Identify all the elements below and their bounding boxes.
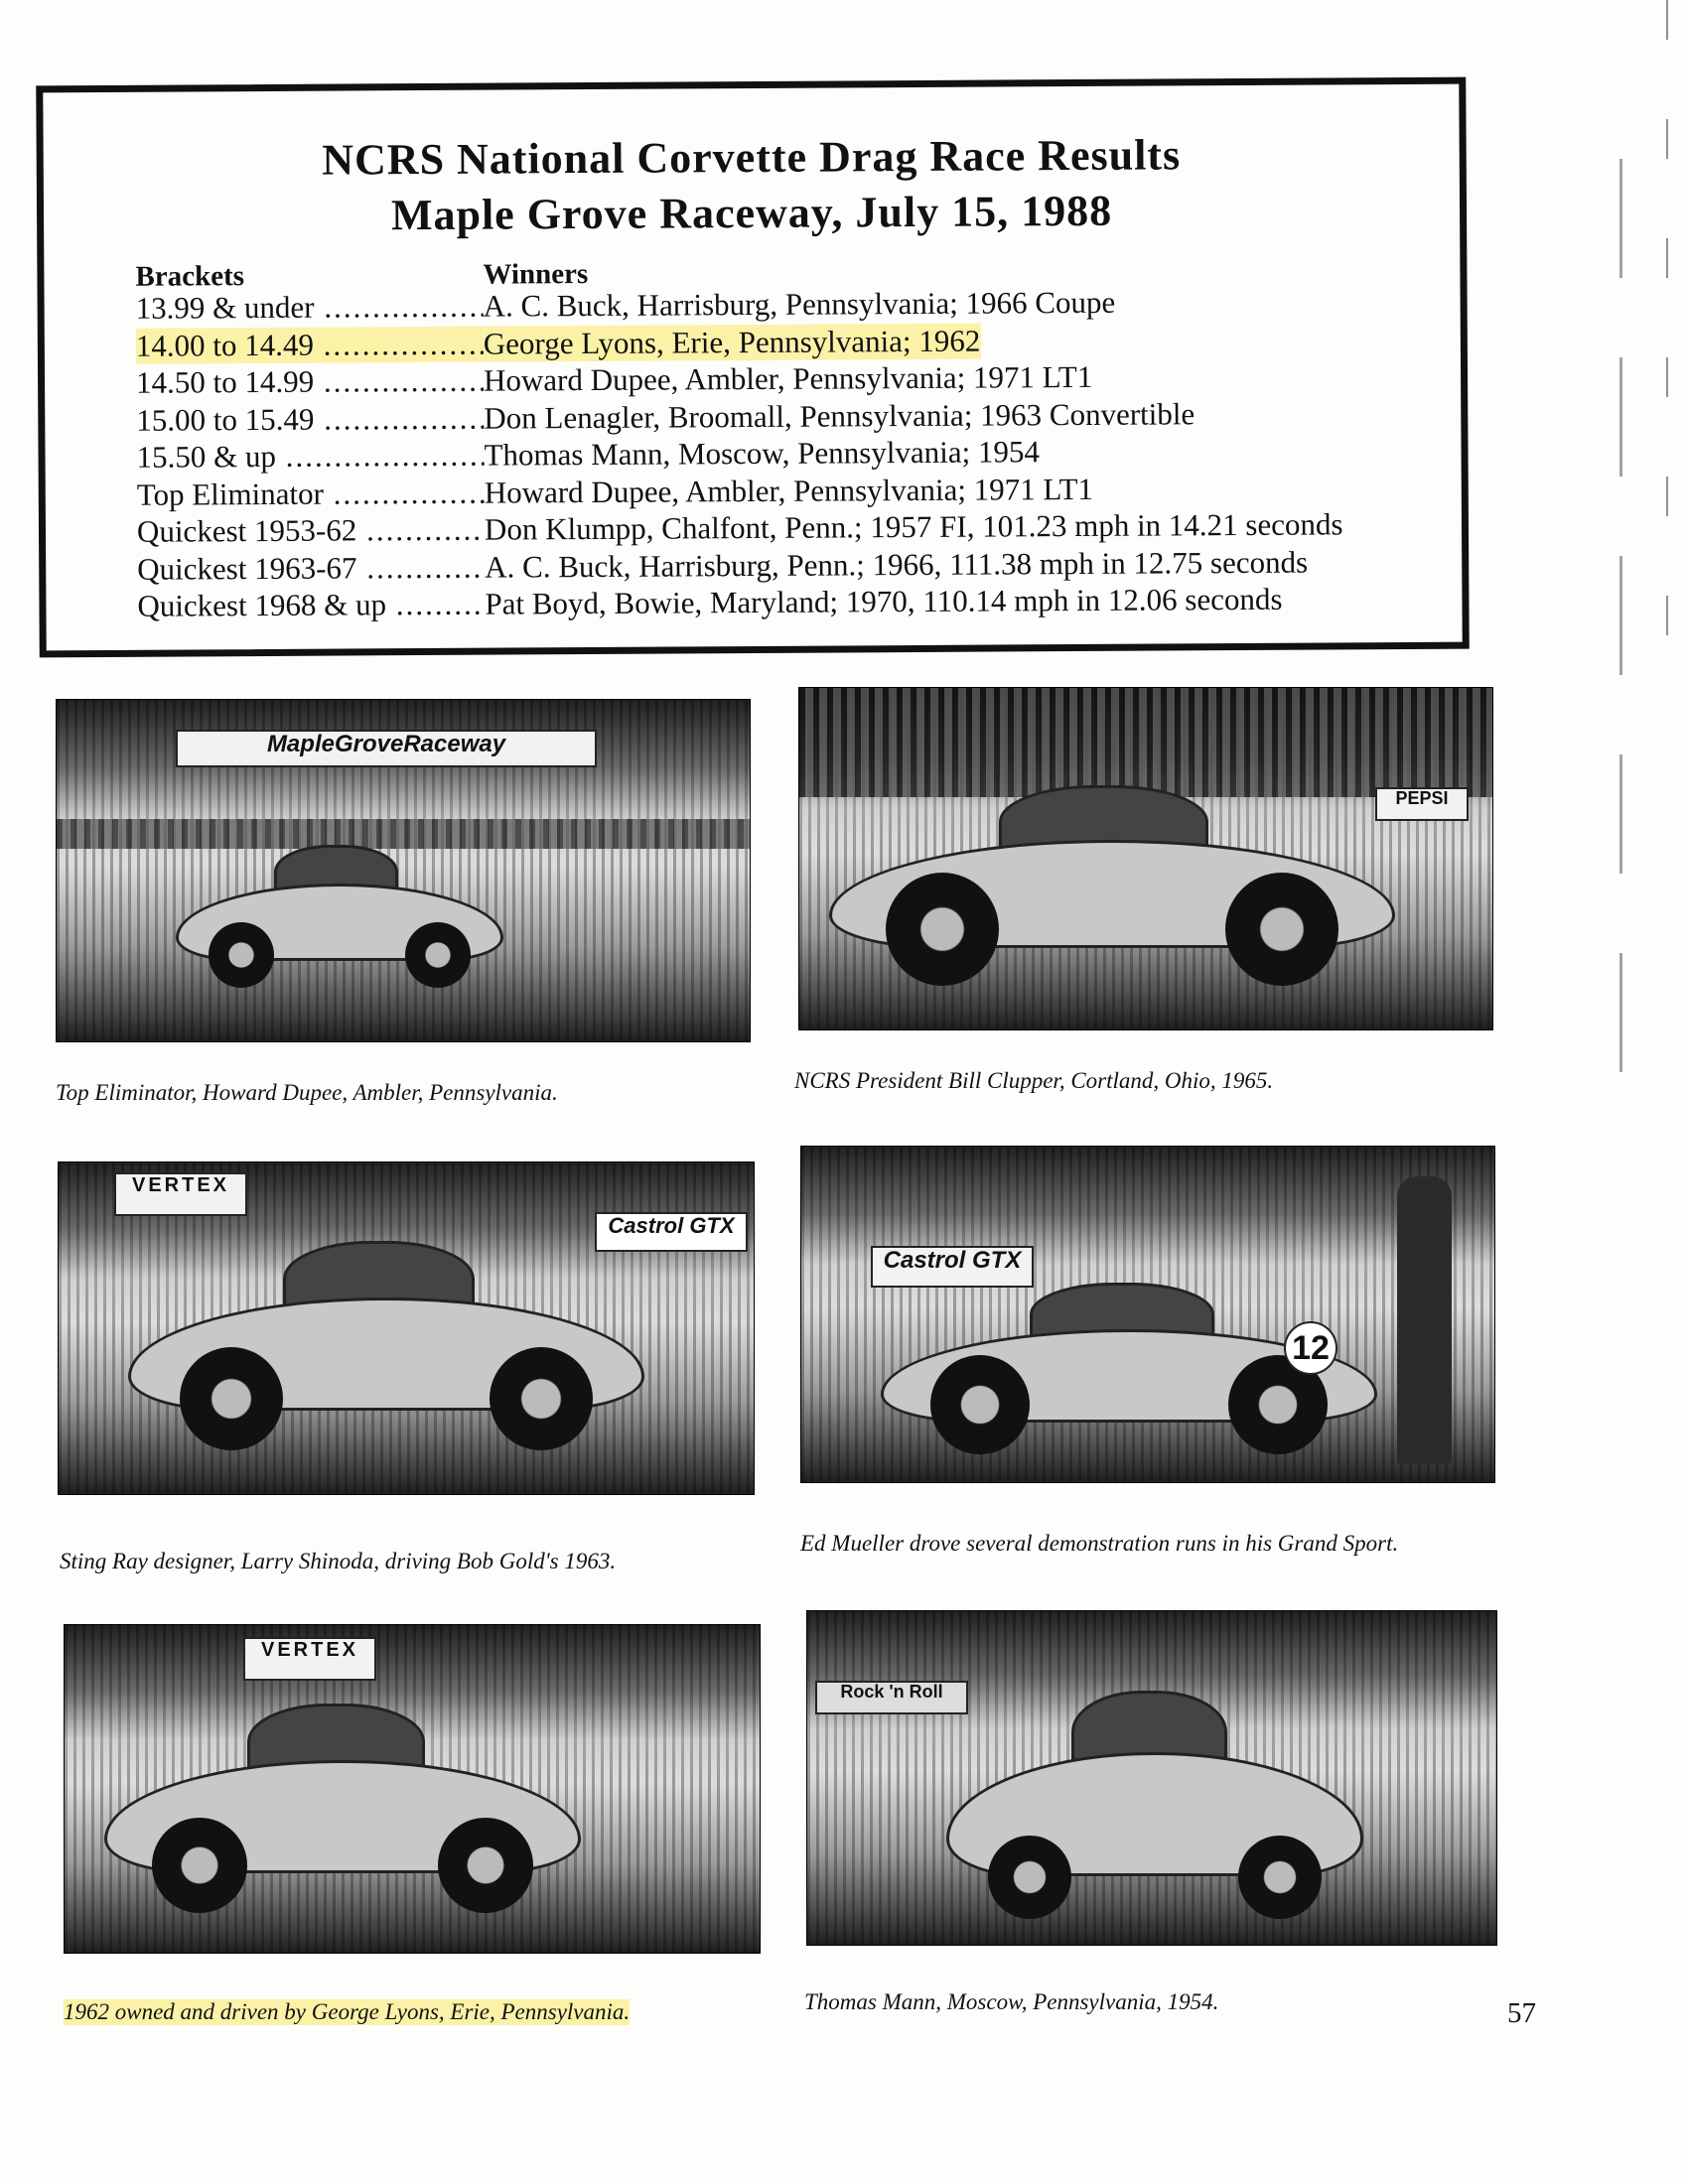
castrol-sign: Castrol GTX	[871, 1246, 1034, 1288]
results-box	[36, 77, 1469, 658]
brackets-column-header: Brackets	[135, 260, 245, 293]
bracket-label: 15.50 & up .....	[136, 438, 484, 476]
photo-ed-mueller	[800, 1146, 1495, 1483]
scan-edge-marks-2	[1619, 159, 1622, 1152]
photo-caption-highlighted: 1962 owned and driven by George Lyons, Erie, Pennsylvania.	[64, 1999, 631, 2024]
vertex-sign: VERTEX	[243, 1637, 376, 1681]
photo-george-lyons	[64, 1624, 761, 1954]
winner-text: Don Klumpp, Chalfont, Penn.; 1957 FI, 101.23 mph in 14.21 seconds	[484, 506, 1343, 547]
winner-text: Howard Dupee, Ambler, Pennsylvania; 1971 LT1	[483, 358, 1093, 398]
bracket-label: Quickest 1963-67 .....	[137, 549, 485, 587]
photo-caption: Thomas Mann, Moscow, Pennsylvania, 1954.	[804, 1989, 1219, 2014]
rock-n-roll-sign: Rock 'n Roll	[815, 1681, 968, 1714]
bracket-label: Quickest 1968 & up .....	[137, 587, 485, 624]
bracket-label: Quickest 1953-62 .....	[137, 512, 485, 550]
bracket-label: 15.00 to 15.49 .....	[136, 400, 484, 438]
winner-text: Howard Dupee, Ambler, Pennsylvania; 1971 LT1	[484, 471, 1094, 510]
winners-column-header: Winners	[483, 258, 589, 291]
photo-larry-shinoda	[58, 1161, 755, 1495]
scan-edge-marks	[1666, 0, 1668, 675]
corvette-car	[128, 1232, 644, 1450]
corvette-car-1954	[946, 1681, 1363, 1919]
results-list	[136, 283, 1429, 625]
vertex-sign: VERTEX	[114, 1172, 247, 1216]
photo-thomas-mann	[806, 1610, 1497, 1946]
bracket-label: Top Eliminator .....	[137, 475, 485, 512]
photo-top-eliminator	[56, 699, 751, 1042]
winner-text: George Lyons, Erie, Pennsylvania; 1962	[483, 323, 981, 361]
photo-caption: Top Eliminator, Howard Dupee, Ambler, Pennsylvania.	[56, 1080, 558, 1105]
winner-text: Thomas Mann, Moscow, Pennsylvania; 1954	[484, 434, 1041, 473]
bracket-label: 14.00 to 14.49 .....	[136, 326, 484, 363]
photo-caption: NCRS President Bill Clupper, Cortland, Ohio, 1965.	[794, 1068, 1274, 1093]
person-figure	[1397, 1176, 1452, 1464]
corvette-car	[176, 839, 503, 988]
photo-caption: Sting Ray designer, Larry Shinoda, driving Bob Gold's 1963.	[60, 1549, 617, 1573]
raceway-sign: MapleGroveRaceway	[176, 730, 597, 767]
winner-text: Don Lenagler, Broomall, Pennsylvania; 1963 Convertible	[484, 395, 1196, 436]
pepsi-sign: PEPSI	[1375, 787, 1469, 821]
winner-text: A. C. Buck, Harrisburg, Pennsylvania; 1966 Coupe	[483, 284, 1116, 324]
race-number: 12	[1284, 1321, 1337, 1375]
results-subtitle: Maple Grove Raceway, July 15, 1988	[390, 186, 1113, 240]
corvette-car	[104, 1695, 581, 1913]
corvette-car	[829, 777, 1395, 986]
result-row	[137, 581, 1428, 625]
bracket-label: 13.99 & under .....	[136, 289, 484, 327]
page-number: 57	[1507, 1997, 1536, 2029]
winner-text: Pat Boyd, Bowie, Maryland; 1970, 110.14 mph in 12.06 seconds	[485, 581, 1283, 621]
results-title: NCRS National Corvette Drag Race Results	[322, 130, 1182, 185]
winner-text: A. C. Buck, Harrisburg, Penn.; 1966, 111.38 mph in 12.75 seconds	[485, 544, 1309, 585]
castrol-sign: Castrol GTX	[595, 1212, 748, 1252]
bracket-label: 14.50 to 14.99 .....	[136, 363, 484, 401]
photo-caption: Ed Mueller drove several demonstration runs in his Grand Sport.	[800, 1531, 1399, 1556]
photo-bill-clupper	[798, 687, 1493, 1030]
